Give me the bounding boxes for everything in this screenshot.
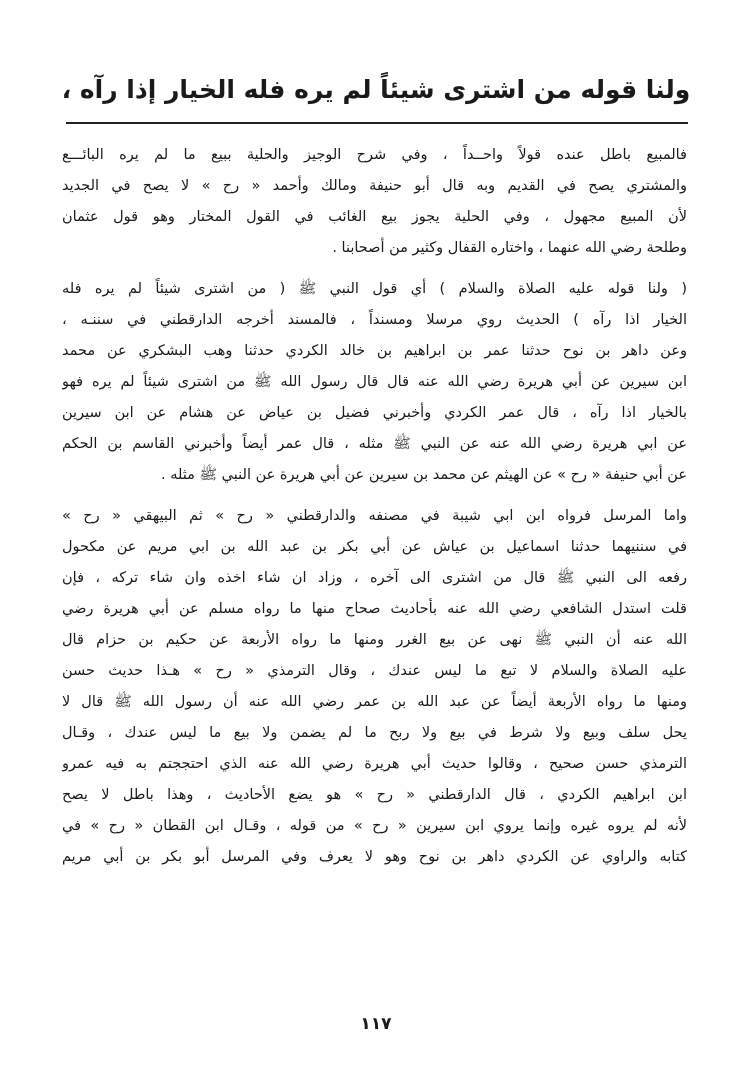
text-line: ومنها ما رواه الأربعة أيضاً عن عبد الله بن عمر رضي الله عنه أن رسول الله ﷺ قال لا (62, 694, 687, 710)
text-line: لأنه لم يروه غيره وإنما يروي ابن سيرين « رح » من قوله ، وقـال ابن القطان « رح » في (62, 818, 687, 834)
text-line: واما المرسل فرواه ابن ابي شيبة في مصنفه والدارقطني « رح » ثم البيهقي « رح » (62, 508, 687, 524)
text-line: لأن المبيع مجهول ، وفي الحلية يجوز بيع الغائب في القول المختار وهو قول عثمان (62, 209, 687, 225)
text-line: قلت استدل الشافعي رضي الله عنه بأحاديث صحاح منها ما رواه مسلم عن أبي هريرة رضي (62, 601, 687, 617)
body-text (62, 140, 687, 873)
text-line: كتابه والراوي عن الكردي داهر بن نوح وهو لا يعرف وفي المرسل أبو بكر بن أبي مريم (62, 849, 687, 865)
paragraph-3 (62, 501, 687, 873)
paragraph-1 (62, 140, 687, 264)
text-line: ( ولنا قوله عليه الصلاة والسلام ) أي قول النبي ﷺ ( من اشترى شيئاً لم يره فله (62, 281, 687, 297)
text-line: وعن داهر بن نوح حدثنا عمر بن ابراهيم بن خالد الكردي حدثنا وهب البشكري عن محمد (62, 343, 687, 359)
title-divider (66, 122, 688, 124)
text-line: يحل سلف وبيع ولا شرط في بيع ولا ربح ما لم يضمن ولا بيع ما ليس عندك ، وقـال (62, 725, 687, 741)
text-line: عليه الصلاة والسلام لا تبع ما ليس عندك ، وقال الترمذي « رح » هـذا حديث حسن (62, 663, 687, 679)
text-line: عن ابي هريرة رضي الله عنه عن النبي ﷺ مثله ، قال عمر أيضاً وأخبرني القاسم بن الحكم (62, 436, 687, 452)
text-line: رفعه الى النبي ﷺ قال من اشترى الى آخره ، وزاد ان شاء اخذه وان شاء تركه ، فإن (62, 570, 687, 586)
text-line: فالمبيع باطل عنده قولاً واحــداً ، وفي شرح الوجيز والحلية ببيع ما لم يره البائـــع (62, 147, 687, 163)
text-line: بالخيار اذا رآه ، قال عمر الكردي وأخبرني فضيل بن عياض عن هشام عن ابن سيرين (62, 405, 687, 421)
paragraph-spacer (62, 491, 687, 501)
text-line: والمشتري يصح في القديم وبه قال أبو حنيفة ومالك وأحمد « رح » لا يصح في الجديد (62, 178, 687, 194)
paragraph-spacer (62, 264, 687, 274)
text-line: عن أبي حنيفة « رح » عن الهيثم عن محمد بن سيرين عن أبي هريرة عن النبي ﷺ مثله . (161, 467, 687, 483)
text-line: الترمذي حسن صحيح ، وقالوا حديث أبي هريرة رضي الله عنه الذي احتججتم به فيه عمرو (62, 756, 687, 772)
text-line: وطلحة رضي الله عنهما ، واختاره القفال وكثير من أصحابنا . (332, 240, 687, 256)
text-line: الله عنه أن النبي ﷺ نهى عن بيع الغرر ومنها ما رواه الأربعة عن حكيم بن حزام قال (62, 632, 687, 648)
text-line: ابن سيرين عن أبي هريرة رضي الله عنه قال قال رسول الله ﷺ من اشترى شيئاً لم يره فهو (62, 374, 687, 390)
page-title: ولنا قوله من اشترى شيئاً لم يره فله الخيار إذا رآه ، (61, 75, 691, 104)
page-number: ١١٧ (360, 1014, 392, 1034)
text-line: في سننيهما حدثنا اسماعيل بن عياش عن أبي بكر بن عبد الله بن ابي مريم عن مكحول (62, 539, 687, 555)
text-line: الخيار اذا رآه ) الحديث روي مرسلا ومسنداً ، فالمسند أخرجه الدارقطني في سننـه ، (62, 312, 687, 328)
paragraph-2 (62, 274, 687, 491)
text-line: ابن ابراهيم الكردي ، قال الدارقطني « رح » هو يضع الأحاديث ، وهذا باطل لا يصح (62, 787, 687, 803)
